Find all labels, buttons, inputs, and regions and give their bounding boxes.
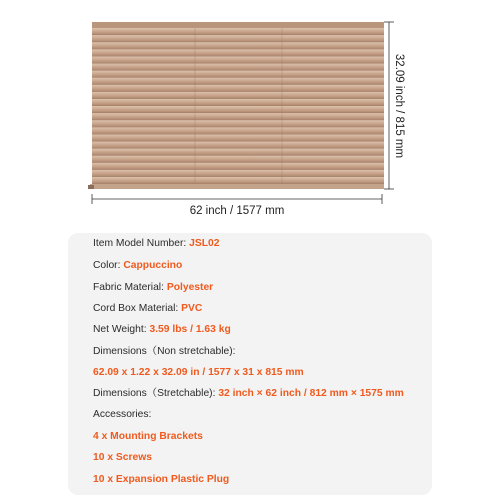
blind-pleat <box>92 63 384 70</box>
spec-value: JSL02 <box>189 238 220 249</box>
spec-dimensions-non-stretchable <box>93 345 236 358</box>
spec-label: Color: <box>93 260 124 271</box>
spec-accessories <box>93 408 151 421</box>
spec-value: 3.59 lbs / 1.63 kg <box>149 324 231 335</box>
spec-value: Polyester <box>166 282 214 293</box>
product-image-area <box>0 0 500 225</box>
blind-pleat <box>92 92 384 99</box>
spec-cordbox <box>93 302 202 315</box>
spec-label: Fabric Material: <box>93 282 167 293</box>
accessory-item: 10 x Screws <box>93 452 152 463</box>
spec-label: Cord Box Material: <box>93 303 182 314</box>
blind-pleat <box>92 78 384 85</box>
spec-weight <box>93 323 231 336</box>
spec-label: Accessories: <box>93 409 152 420</box>
blind-pleat <box>92 28 384 35</box>
blind-pleat <box>92 49 384 56</box>
blind-pleat <box>92 85 384 92</box>
head-rail <box>92 22 384 28</box>
blind-pleats <box>92 28 384 184</box>
blind-pleat <box>92 113 384 120</box>
spec-label: Net Weight: <box>93 324 150 335</box>
height-dimension-label: 32.09 inch / 815 mm <box>393 53 405 159</box>
bottom-rail <box>90 184 384 189</box>
spec-value: 32 inch × 62 inch / 812 mm × 1575 mm <box>218 388 404 399</box>
accessory-item: 10 x Expansion Plastic Plug <box>93 474 230 485</box>
blind-pleat <box>92 42 384 49</box>
blind-pleat <box>92 141 384 148</box>
spec-label: Dimensions（Non stretchable): <box>93 346 236 357</box>
blind-pleat <box>92 56 384 63</box>
spec-value: 62.09 x 1.22 x 32.09 in / 1577 x 31 x 815 mm <box>93 367 304 378</box>
blind-pleat <box>92 127 384 134</box>
blind-pleat <box>92 35 384 42</box>
blind-pleat <box>92 106 384 113</box>
pleated-blind-illustration <box>0 0 500 225</box>
spec-dimensions-non-stretchable-value <box>93 366 304 379</box>
blind-pleat <box>92 134 384 141</box>
blind-pleat <box>92 149 384 156</box>
spec-value: Cappuccino <box>123 260 183 271</box>
spec-dimensions-stretchable <box>93 387 404 400</box>
width-dimension-label: 62 inch / 1577 mm <box>189 205 285 217</box>
blind-pleat <box>92 120 384 127</box>
spec-value: PVC <box>181 303 203 314</box>
blind-pleat <box>92 99 384 106</box>
spec-label: Item Model Number: <box>93 238 190 249</box>
spec-label: Dimensions（Stretchable): <box>93 388 219 399</box>
spec-fabric <box>93 281 213 294</box>
blind-pleat <box>92 177 384 184</box>
bottom-rail-handle <box>88 185 94 189</box>
spec-model <box>93 237 219 250</box>
accessory-item: 4 x Mounting Brackets <box>93 431 203 442</box>
spec-color <box>93 259 182 272</box>
blind-pleat <box>92 71 384 78</box>
blind-pleat <box>92 170 384 177</box>
blind-pleat <box>92 163 384 170</box>
blind-pleat <box>92 156 384 163</box>
